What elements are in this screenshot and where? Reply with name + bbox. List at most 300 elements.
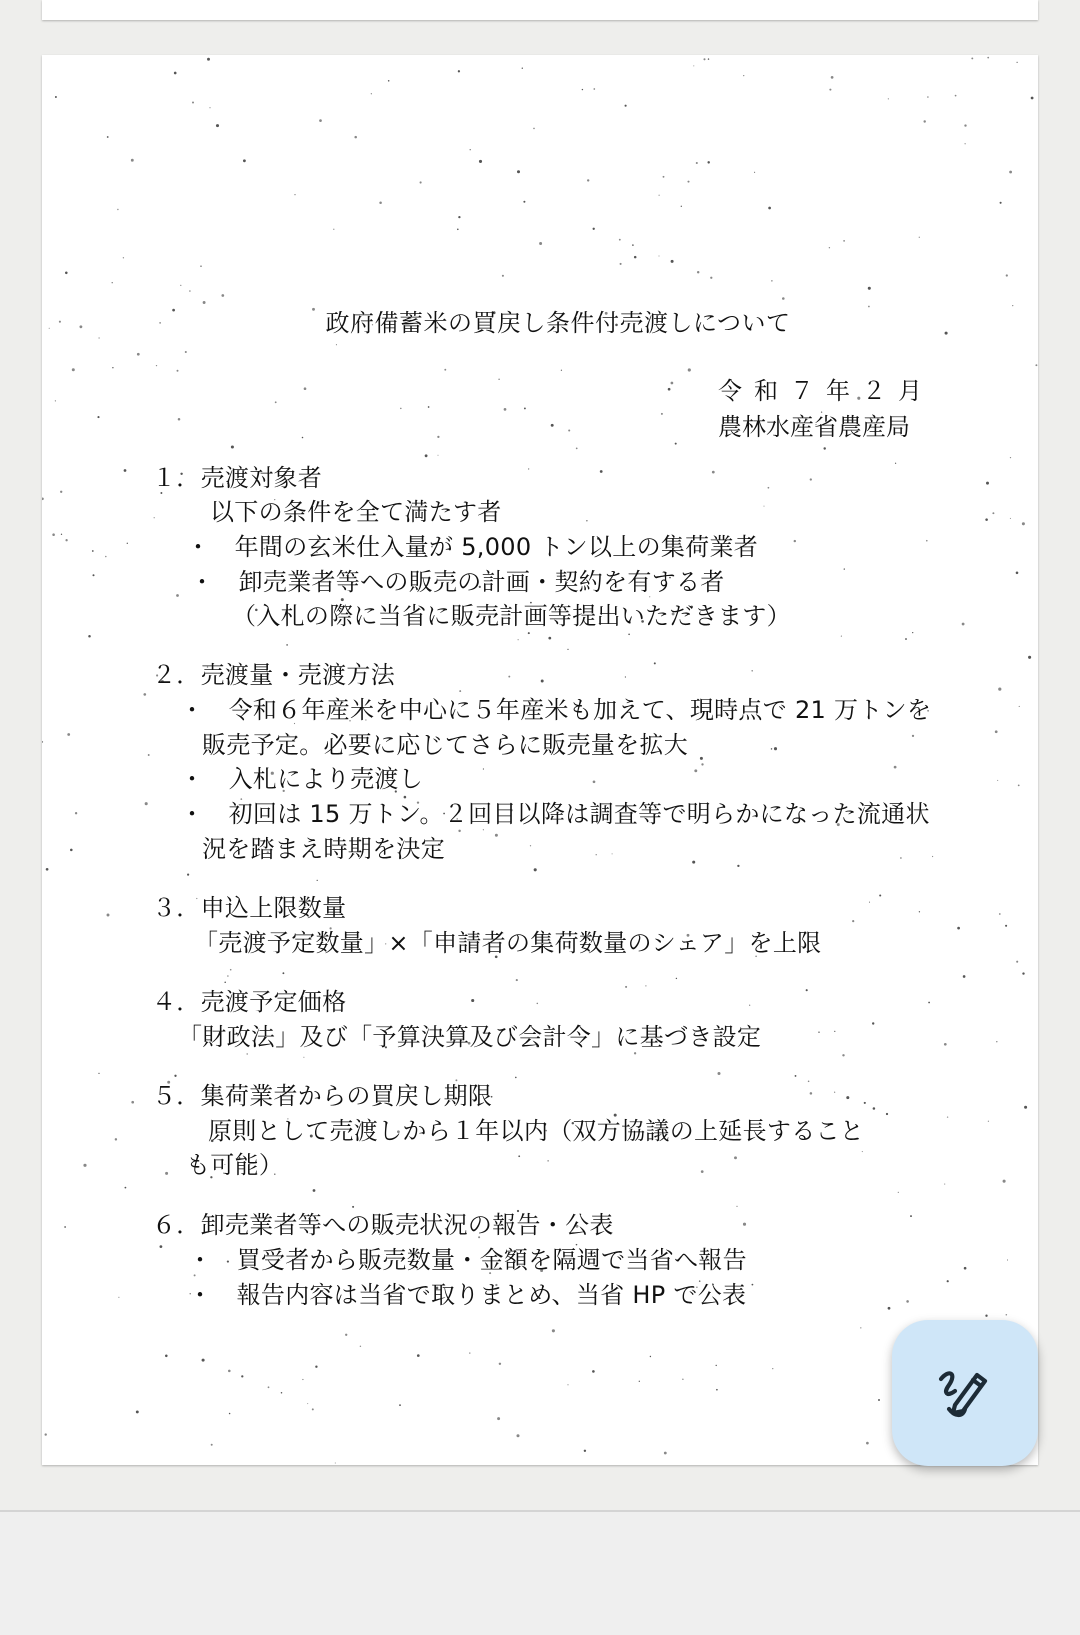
scan-speck (703, 58, 705, 60)
scan-speck (399, 1404, 401, 1406)
document-date: 令和７年２月 (718, 377, 934, 405)
scan-speck (1016, 572, 1019, 575)
scan-speck (221, 294, 224, 297)
scan-speck (712, 471, 715, 474)
scan-speck (919, 237, 920, 238)
section-1-bullet-1: ・ 年間の玄米仕入量が 5,000 トン以上の集荷業者 (186, 533, 759, 561)
scan-speck (693, 65, 694, 66)
scan-speck (317, 880, 318, 881)
scan-speck (771, 748, 773, 750)
scan-speck (831, 76, 834, 79)
scan-speck (458, 70, 460, 72)
scan-speck (671, 260, 674, 263)
scan-speck (1018, 785, 1020, 787)
section-6-bullet-1: ・ 買受者から販売数量・金額を隔週で当省へ報告 (188, 1246, 747, 1274)
scan-speck (209, 107, 210, 108)
scan-speck (534, 868, 537, 871)
scan-speck (1006, 1314, 1008, 1316)
scan-speck (107, 136, 109, 138)
scan-speck (842, 1054, 844, 1056)
scan-speck (444, 369, 446, 371)
scan-speck (189, 290, 191, 292)
scan-speck (420, 181, 422, 183)
scan-speck (600, 470, 603, 473)
scan-speck (518, 1155, 520, 1157)
scan-speck (275, 401, 277, 403)
scan-speck (312, 1408, 314, 1410)
bottom-bar (0, 1510, 1080, 1635)
scan-speck (42, 741, 43, 743)
scan-speck (470, 149, 471, 150)
scan-speck (658, 255, 659, 256)
scan-speck (67, 733, 70, 736)
scan-speck (687, 181, 689, 183)
scan-speck (771, 280, 772, 281)
scan-speck (593, 88, 595, 90)
scan-speck (716, 1365, 717, 1366)
scan-speck (55, 96, 57, 98)
scan-speck (156, 365, 157, 366)
scan-speck (639, 1381, 640, 1382)
scan-speck (676, 978, 677, 979)
document-issuer: 農林水産省農産局 (718, 413, 910, 441)
scan-speck (586, 520, 587, 521)
scan-speck (971, 57, 973, 59)
section-5-body-cont: も可能） (186, 1151, 284, 1179)
scan-speck (592, 1370, 595, 1373)
scan-speck (749, 1005, 750, 1006)
scan-speck (596, 854, 597, 855)
scan-speck (60, 491, 62, 493)
scan-speck (997, 780, 998, 781)
scan-speck (932, 856, 933, 857)
scan-speck (552, 1329, 555, 1332)
scan-speck (671, 382, 674, 385)
scan-speck (879, 894, 881, 896)
scan-speck (202, 1359, 205, 1362)
scan-speck (192, 101, 194, 103)
scan-speck (112, 282, 113, 283)
section-2-bullet-1: ・ 令和６年産米を中心に５年産米も加えて、現時点で 21 万トンを (180, 696, 932, 724)
scan-speck (46, 868, 49, 871)
scan-speck (125, 1187, 127, 1189)
scan-speck (241, 1375, 243, 1377)
scan-speck (774, 747, 777, 750)
scan-speck (541, 680, 544, 683)
scan-speck (515, 1077, 517, 1079)
section-1-heading: １．売渡対象者 (152, 464, 323, 492)
scan-speck (701, 1170, 704, 1173)
scan-speck (105, 556, 107, 558)
scan-speck (919, 911, 920, 912)
scan-speck (497, 1417, 500, 1420)
scan-speck (964, 124, 966, 126)
scan-speck (1024, 1106, 1027, 1109)
scan-speck (61, 534, 62, 535)
section-3-heading: ３．申込上限数量 (152, 894, 347, 922)
scan-speck (818, 1031, 819, 1032)
scan-speck (561, 370, 562, 371)
scan-speck (1000, 202, 1002, 204)
scan-speck (900, 857, 902, 859)
scan-speck (634, 256, 637, 259)
scan-speck (83, 1164, 86, 1167)
scan-speck (737, 865, 739, 867)
scan-speck (1010, 457, 1011, 458)
scan-speck (888, 98, 889, 99)
section-4-heading: ４．売渡予定価格 (152, 988, 347, 1016)
scan-speck (995, 730, 998, 733)
scan-speck (895, 463, 896, 464)
scan-speck (528, 468, 529, 469)
scan-speck (782, 297, 785, 300)
scan-speck (1035, 364, 1037, 366)
scan-speck (860, 1327, 861, 1328)
scan-speck (294, 194, 295, 195)
scan-speck (716, 1389, 718, 1391)
scan-speck (810, 1092, 813, 1095)
scan-speck (533, 128, 535, 130)
scan-speck (987, 57, 989, 59)
scan-speck (682, 1379, 683, 1380)
scan-speck (268, 1386, 270, 1388)
scan-speck (551, 424, 554, 427)
scan-speck (55, 400, 56, 401)
scan-speck (1022, 522, 1025, 525)
scan-speck (872, 1022, 874, 1024)
section-2-bullet-3: ・ 初回は 15 万トン。２回目以降は調査等で明らかになった流通状 (180, 800, 930, 828)
scan-speck (866, 1442, 869, 1445)
scan-speck (64, 1226, 66, 1228)
scan-speck (654, 662, 656, 664)
scan-speck (625, 986, 627, 988)
scan-speck (1003, 1180, 1006, 1183)
scan-speck (964, 1267, 967, 1270)
scan-speck (906, 1300, 909, 1303)
scan-speck (763, 506, 764, 507)
scan-speck (319, 119, 322, 122)
scan-speck (1010, 518, 1011, 519)
scan-speck (998, 688, 1001, 691)
scan-speck (923, 120, 925, 122)
scan-speck (336, 344, 337, 345)
scan-speck (127, 543, 128, 544)
scan-speck (92, 550, 94, 552)
scan-speck (708, 58, 709, 59)
scan-speck (518, 639, 519, 640)
section-3-body: 「売渡予定数量」×「申請者の集荷数量のシェア」を上限 (194, 929, 822, 957)
scan-speck (313, 1189, 316, 1192)
section-2-bullet-1-cont: 販売予定。必要に応じてさらに販売量を拡大 (202, 731, 688, 759)
scan-speck (567, 649, 568, 650)
scan-speck (808, 1081, 810, 1083)
scan-speck (97, 416, 99, 418)
scan-speck (886, 1113, 888, 1115)
scan-speck (910, 1215, 912, 1217)
scan-speck (88, 635, 91, 638)
annotate-fab-button[interactable] (892, 1320, 1038, 1466)
scan-speck (772, 1368, 773, 1369)
date-issuer-block (718, 373, 934, 445)
document-title: 政府備蓄米の買戻し条件付売渡しについて (325, 309, 791, 337)
scan-speck (345, 1334, 347, 1336)
scan-speck (1009, 171, 1012, 174)
scan-speck (176, 594, 179, 597)
scan-speck (593, 780, 596, 783)
scan-speck (625, 676, 626, 677)
scan-speck (898, 1192, 899, 1193)
section-4-body: 「財政法」及び「予算決算及び会計令」に基づき設定 (178, 1023, 762, 1051)
scan-speck (912, 632, 913, 633)
scan-speck (868, 287, 871, 290)
scan-speck (131, 1101, 134, 1104)
scan-speck (52, 533, 55, 536)
scan-speck (516, 979, 518, 981)
scan-speck (996, 1041, 997, 1042)
scan-speck (508, 676, 510, 678)
scan-speck (303, 1057, 304, 1058)
scan-speck (537, 1003, 539, 1005)
scan-speck (843, 240, 845, 242)
scan-speck (955, 95, 957, 97)
scan-speck (734, 1156, 737, 1159)
scan-speck (625, 105, 627, 107)
scan-speck (710, 277, 712, 279)
scan-speck (187, 874, 189, 876)
scan-speck (75, 812, 77, 814)
scan-speck (947, 1116, 948, 1117)
scan-speck (988, 1121, 989, 1122)
scan-speck (829, 247, 830, 248)
section-5-body: 原則として売渡しから１年以内（双方協議の上延長すること (208, 1117, 865, 1145)
scan-speck (371, 93, 372, 94)
scan-speck (302, 1379, 303, 1380)
scan-speck (388, 80, 390, 82)
scan-speck (143, 693, 146, 696)
section-1-bullet-2: ・ 卸売業者等への販売の計画・契約を有する者 (190, 568, 725, 596)
scan-speck (743, 1223, 746, 1226)
scan-speck (664, 1452, 667, 1455)
draw-pen-icon (935, 1363, 995, 1423)
scan-speck (65, 539, 67, 541)
scan-speck (246, 1053, 247, 1054)
scan-speck (650, 1356, 651, 1357)
previous-page-edge (42, 0, 1038, 20)
scan-speck (754, 172, 755, 173)
scan-speck (516, 1434, 519, 1437)
scan-speck (165, 1172, 168, 1175)
scan-speck (620, 263, 622, 265)
scan-speck (1016, 62, 1017, 63)
scan-speck (200, 265, 202, 267)
scan-speck (1016, 961, 1018, 963)
scan-speck (985, 1315, 987, 1317)
scan-speck (333, 229, 334, 230)
scan-speck (717, 1072, 720, 1075)
scan-speck (437, 436, 439, 438)
document-page (42, 55, 1038, 1465)
section-5-heading: ５．集荷業者からの買戻し期限 (152, 1082, 493, 1110)
scan-speck (495, 834, 498, 837)
scan-speck (123, 257, 124, 258)
scan-speck (227, 975, 229, 977)
scan-speck (962, 623, 965, 626)
scan-speck (483, 768, 484, 769)
scan-speck (136, 1410, 139, 1413)
scan-speck (688, 368, 691, 371)
scan-speck (582, 89, 583, 90)
scan-speck (568, 429, 570, 431)
scan-speck (912, 735, 914, 737)
scan-speck (145, 802, 148, 805)
scan-speck (846, 1096, 849, 1099)
scan-speck (185, 351, 187, 353)
scan-speck (806, 989, 808, 991)
scan-speck (768, 487, 770, 489)
scan-speck (675, 443, 677, 445)
scan-speck (174, 72, 177, 75)
scan-speck (148, 754, 150, 756)
scan-speck (852, 920, 854, 922)
scan-speck (479, 160, 482, 163)
scan-speck (92, 574, 94, 576)
scan-speck (523, 201, 525, 203)
scan-speck (986, 482, 989, 485)
scan-speck (118, 1297, 119, 1298)
scan-speck (70, 849, 73, 852)
scan-speck (243, 159, 246, 162)
scan-speck (567, 1384, 568, 1385)
scan-speck (743, 75, 744, 76)
section-2-bullet-2: ・ 入札により売渡し (180, 765, 423, 793)
scan-speck (862, 1151, 863, 1152)
scan-speck (165, 1355, 168, 1358)
section-2-bullet-3-cont: 況を踏まえ時期を決定 (202, 835, 445, 863)
scan-speck (315, 1366, 317, 1368)
scan-speck (112, 367, 113, 368)
scan-speck (794, 540, 796, 542)
scan-speck (107, 914, 110, 917)
scan-speck (65, 272, 68, 275)
scan-speck (768, 207, 771, 210)
scan-speck (888, 1307, 891, 1310)
section-1-intro: 以下の条件を全て満たす者 (210, 498, 502, 526)
scan-speck (438, 455, 439, 456)
scan-speck (124, 469, 127, 472)
scan-speck (498, 379, 500, 381)
scan-speck (628, 633, 630, 635)
scan-speck (795, 1075, 797, 1077)
scan-speck (524, 407, 526, 409)
scan-speck (965, 143, 966, 144)
scan-speck (547, 1160, 548, 1161)
scan-speck (878, 1399, 880, 1401)
scan-speck (483, 829, 484, 830)
scan-speck (823, 447, 825, 449)
scan-speck (841, 636, 842, 637)
scan-speck (517, 170, 520, 173)
scan-speck (502, 275, 504, 277)
scan-speck (154, 517, 155, 518)
scan-speck (304, 387, 307, 390)
scan-speck (1007, 1260, 1008, 1261)
scan-speck (632, 244, 634, 246)
scan-speck (98, 1073, 99, 1074)
scan-speck (428, 406, 430, 408)
scan-speck (207, 58, 210, 61)
scan-speck (612, 853, 613, 854)
scan-speck (834, 1031, 835, 1032)
scan-speck (663, 176, 665, 178)
scan-speck (844, 568, 845, 569)
scan-speck (528, 632, 530, 634)
scan-speck (117, 209, 118, 210)
scan-speck (230, 969, 232, 971)
scan-speck (928, 1002, 930, 1004)
scan-speck (587, 179, 589, 181)
scan-speck (458, 216, 460, 218)
scan-speck (692, 861, 695, 864)
scan-speck (1006, 274, 1008, 276)
scan-speck (42, 498, 44, 501)
scan-speck (873, 1107, 876, 1110)
scan-speck (72, 368, 75, 371)
scan-speck (700, 757, 703, 760)
scan-speck (701, 763, 703, 765)
scan-speck (548, 637, 551, 640)
scan-speck (469, 1352, 470, 1353)
scan-speck (137, 353, 140, 356)
scan-speck (634, 1052, 636, 1054)
scan-speck (668, 388, 671, 391)
scan-speck (360, 1346, 361, 1347)
scan-speck (335, 1462, 336, 1463)
scan-speck (864, 1102, 866, 1104)
scan-speck (736, 1206, 737, 1207)
scan-speck (834, 1092, 835, 1093)
section-6-bullet-2: ・ 報告内容は当省で取りまとめ、当省 HP で公表 (188, 1281, 747, 1309)
scan-speck (504, 408, 507, 411)
section-6-heading: ６．卸売業者等への販売状況の報告・公表 (152, 1211, 614, 1239)
scan-speck (751, 670, 753, 672)
scan-speck (286, 644, 288, 646)
scan-speck (944, 1184, 945, 1185)
scan-speck (584, 1450, 586, 1452)
scan-speck (499, 1363, 501, 1365)
scan-speck (593, 228, 595, 230)
scan-speck (160, 1245, 163, 1248)
scan-speck (539, 242, 542, 245)
scan-speck (926, 540, 928, 542)
scan-speck (681, 206, 682, 207)
scan-speck (45, 1433, 47, 1435)
scan-speck (957, 927, 960, 930)
scan-speck (302, 437, 304, 439)
scan-speck (696, 162, 698, 164)
scan-speck (281, 1392, 283, 1394)
scan-speck (425, 454, 428, 457)
section-2-heading: ２．売渡量・売渡方法 (152, 661, 395, 689)
scan-speck (985, 518, 988, 521)
scan-speck (522, 68, 523, 69)
scan-speck (963, 975, 966, 978)
scan-speck (177, 370, 179, 372)
scan-speck (354, 136, 357, 139)
scan-speck (282, 972, 284, 974)
scan-speck (947, 1280, 949, 1282)
scan-speck (1022, 972, 1024, 974)
scan-speck (115, 1138, 117, 1140)
